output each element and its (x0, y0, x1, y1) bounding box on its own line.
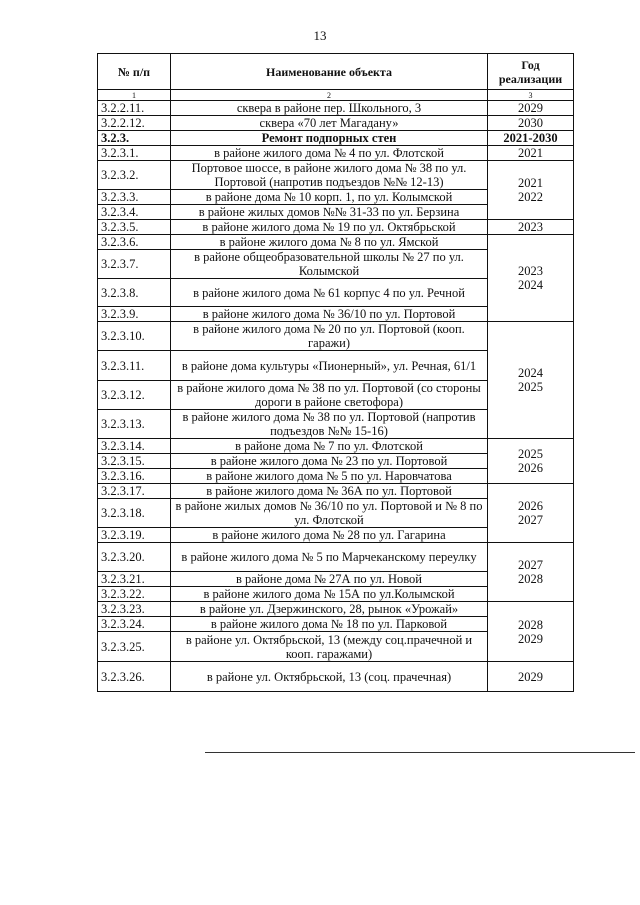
row-name: в районе жилого дома № 15А по ул.Колымской (171, 587, 488, 602)
header-name: Наименование объекта (171, 54, 488, 90)
header-year: Год реализации (488, 54, 574, 90)
table-row (98, 662, 574, 692)
row-number: 3.2.3.24. (98, 617, 171, 632)
row-number: 3.2.3.11. (98, 351, 171, 381)
table-header-row (98, 54, 574, 90)
row-name: в районе жилого дома № 8 по ул. Ямской (171, 235, 488, 250)
bottom-divider-line (205, 752, 635, 753)
year-end: 2025 (518, 380, 543, 394)
header-num: № п/п (98, 54, 171, 90)
row-name: в районе ул. Октябрьской, 13 (между соц.прачечной и кооп. гаражами) (171, 632, 488, 662)
year-end: 2027 (518, 513, 543, 527)
year-group-cell (488, 484, 574, 543)
year-end: 2028 (518, 572, 543, 586)
row-number: 3.2.3.19. (98, 528, 171, 543)
row-number: 3.2.3.15. (98, 454, 171, 469)
row-name: в районе жилого дома № 36/10 по ул. Портовой (171, 307, 488, 322)
row-name: сквера «70 лет Магадану» (171, 116, 488, 131)
year-group-cell (488, 235, 574, 322)
row-name: в районе жилого дома № 61 корпус 4 по ул. Речной (171, 279, 488, 307)
table-row (98, 322, 574, 351)
row-name: Портовое шоссе, в районе жилого дома № 38 по ул. Портовой (напротив подъездов №№ 12-13) (171, 161, 488, 190)
year-group-cell (488, 543, 574, 602)
row-name: в районе жилого дома № 28 по ул. Гагарина (171, 528, 488, 543)
row-number: 3.2.3.10. (98, 322, 171, 351)
year-start: 2025 (518, 447, 543, 461)
row-number: 3.2.2.12. (98, 116, 171, 131)
row-number: 3.2.3.2. (98, 161, 171, 190)
row-name: в районе жилого дома № 19 по ул. Октябрьской (171, 220, 488, 235)
row-year: 2021 (488, 146, 574, 161)
row-name: в районе общеобразовательной школы № 27 по ул. Колымской (171, 250, 488, 279)
row-number: 3.2.2.11. (98, 101, 171, 116)
section-row (98, 131, 574, 146)
year-end: 2024 (518, 278, 543, 292)
table-row (98, 235, 574, 250)
year-start: 2027 (518, 558, 543, 572)
row-number: 3.2.3.17. (98, 484, 171, 499)
row-name: в районе ул. Октябрьской, 13 (соц. прачечная) (171, 662, 488, 692)
row-year: 2030 (488, 116, 574, 131)
table-row (98, 116, 574, 131)
year-end: 2026 (518, 461, 543, 475)
index-1: 1 (98, 90, 171, 101)
year-start: 2024 (518, 366, 543, 380)
year-start: 2026 (518, 499, 543, 513)
table-row (98, 543, 574, 572)
row-name: в районе дома культуры «Пионерный», ул. Речная, 61/1 (171, 351, 488, 381)
row-number: 3.2.3.6. (98, 235, 171, 250)
row-name: Ремонт подпорных стен (171, 131, 488, 146)
row-name: в районе жилого дома № 18 по ул. Парковой (171, 617, 488, 632)
row-name: в районе дома № 7 по ул. Флотской (171, 439, 488, 454)
row-number: 3.2.3.5. (98, 220, 171, 235)
row-number: 3.2.3.16. (98, 469, 171, 484)
table-row (98, 439, 574, 454)
index-2: 2 (171, 90, 488, 101)
row-number: 3.2.3.7. (98, 250, 171, 279)
table-row (98, 146, 574, 161)
row-name: в районе жилого дома № 38 по ул. Портовой (со стороны дороги в районе светофора) (171, 381, 488, 410)
row-number: 3.2.3.25. (98, 632, 171, 662)
row-number: 3.2.3.1. (98, 146, 171, 161)
row-number: 3.2.3.9. (98, 307, 171, 322)
row-name: в районе жилого дома № 5 по Марчеканскому переулку (171, 543, 488, 572)
row-year: 2029 (488, 662, 574, 692)
row-name: в районе жилого дома № 20 по ул. Портовой (кооп. гаражи) (171, 322, 488, 351)
row-number: 3.2.3.12. (98, 381, 171, 410)
year-group-cell (488, 322, 574, 439)
row-number: 3.2.3.8. (98, 279, 171, 307)
row-number: 3.2.3.23. (98, 602, 171, 617)
index-3: 3 (488, 90, 574, 101)
row-name: в районе ул. Дзержинского, 28, рынок «Урожай» (171, 602, 488, 617)
row-number: 3.2.3.14. (98, 439, 171, 454)
year-start: 2021 (518, 176, 543, 190)
row-name: в районе жилых домов № 36/10 по ул. Портовой и № 8 по ул. Флотской (171, 499, 488, 528)
row-number: 3.2.3. (98, 131, 171, 146)
row-number: 3.2.3.21. (98, 572, 171, 587)
table-row (98, 101, 574, 116)
row-number: 3.2.3.13. (98, 410, 171, 439)
row-number: 3.2.3.22. (98, 587, 171, 602)
table-index-row (98, 90, 574, 101)
row-name: в районе жилого дома № 38 по ул. Портовой (напротив подъездов №№ 15-16) (171, 410, 488, 439)
year-group-cell (488, 602, 574, 662)
row-number: 3.2.3.18. (98, 499, 171, 528)
table-row (98, 484, 574, 499)
row-number: 3.2.3.26. (98, 662, 171, 692)
page-number: 13 (313, 28, 327, 43)
row-name: в районе жилых домов №№ 31-33 по ул. Берзина (171, 205, 488, 220)
row-number: 3.2.3.4. (98, 205, 171, 220)
year-group-cell (488, 439, 574, 484)
row-year: 2021-2030 (488, 131, 574, 146)
year-end: 2022 (518, 190, 543, 204)
row-name: в районе дома № 27А по ул. Новой (171, 572, 488, 587)
year-start: 2023 (518, 264, 543, 278)
table-row (98, 161, 574, 190)
row-name: в районе жилого дома № 23 по ул. Портовой (171, 454, 488, 469)
year-end: 2029 (518, 631, 543, 646)
table-row (98, 220, 574, 235)
row-number: 3.2.3.20. (98, 543, 171, 572)
row-name: в районе жилого дома № 5 по ул. Наровчатова (171, 469, 488, 484)
objects-table (97, 53, 574, 692)
row-name: сквера в районе пер. Школьного, 3 (171, 101, 488, 116)
row-name: в районе жилого дома № 4 по ул. Флотской (171, 146, 488, 161)
row-name: в районе жилого дома № 36А по ул. Портовой (171, 484, 488, 499)
row-name: в районе дома № 10 корп. 1, по ул. Колымской (171, 190, 488, 205)
year-group-cell (488, 161, 574, 220)
table-row (98, 602, 574, 617)
row-year: 2023 (488, 220, 574, 235)
row-year: 2029 (488, 101, 574, 116)
year-start: 2028 (518, 617, 543, 632)
row-number: 3.2.3.3. (98, 190, 171, 205)
